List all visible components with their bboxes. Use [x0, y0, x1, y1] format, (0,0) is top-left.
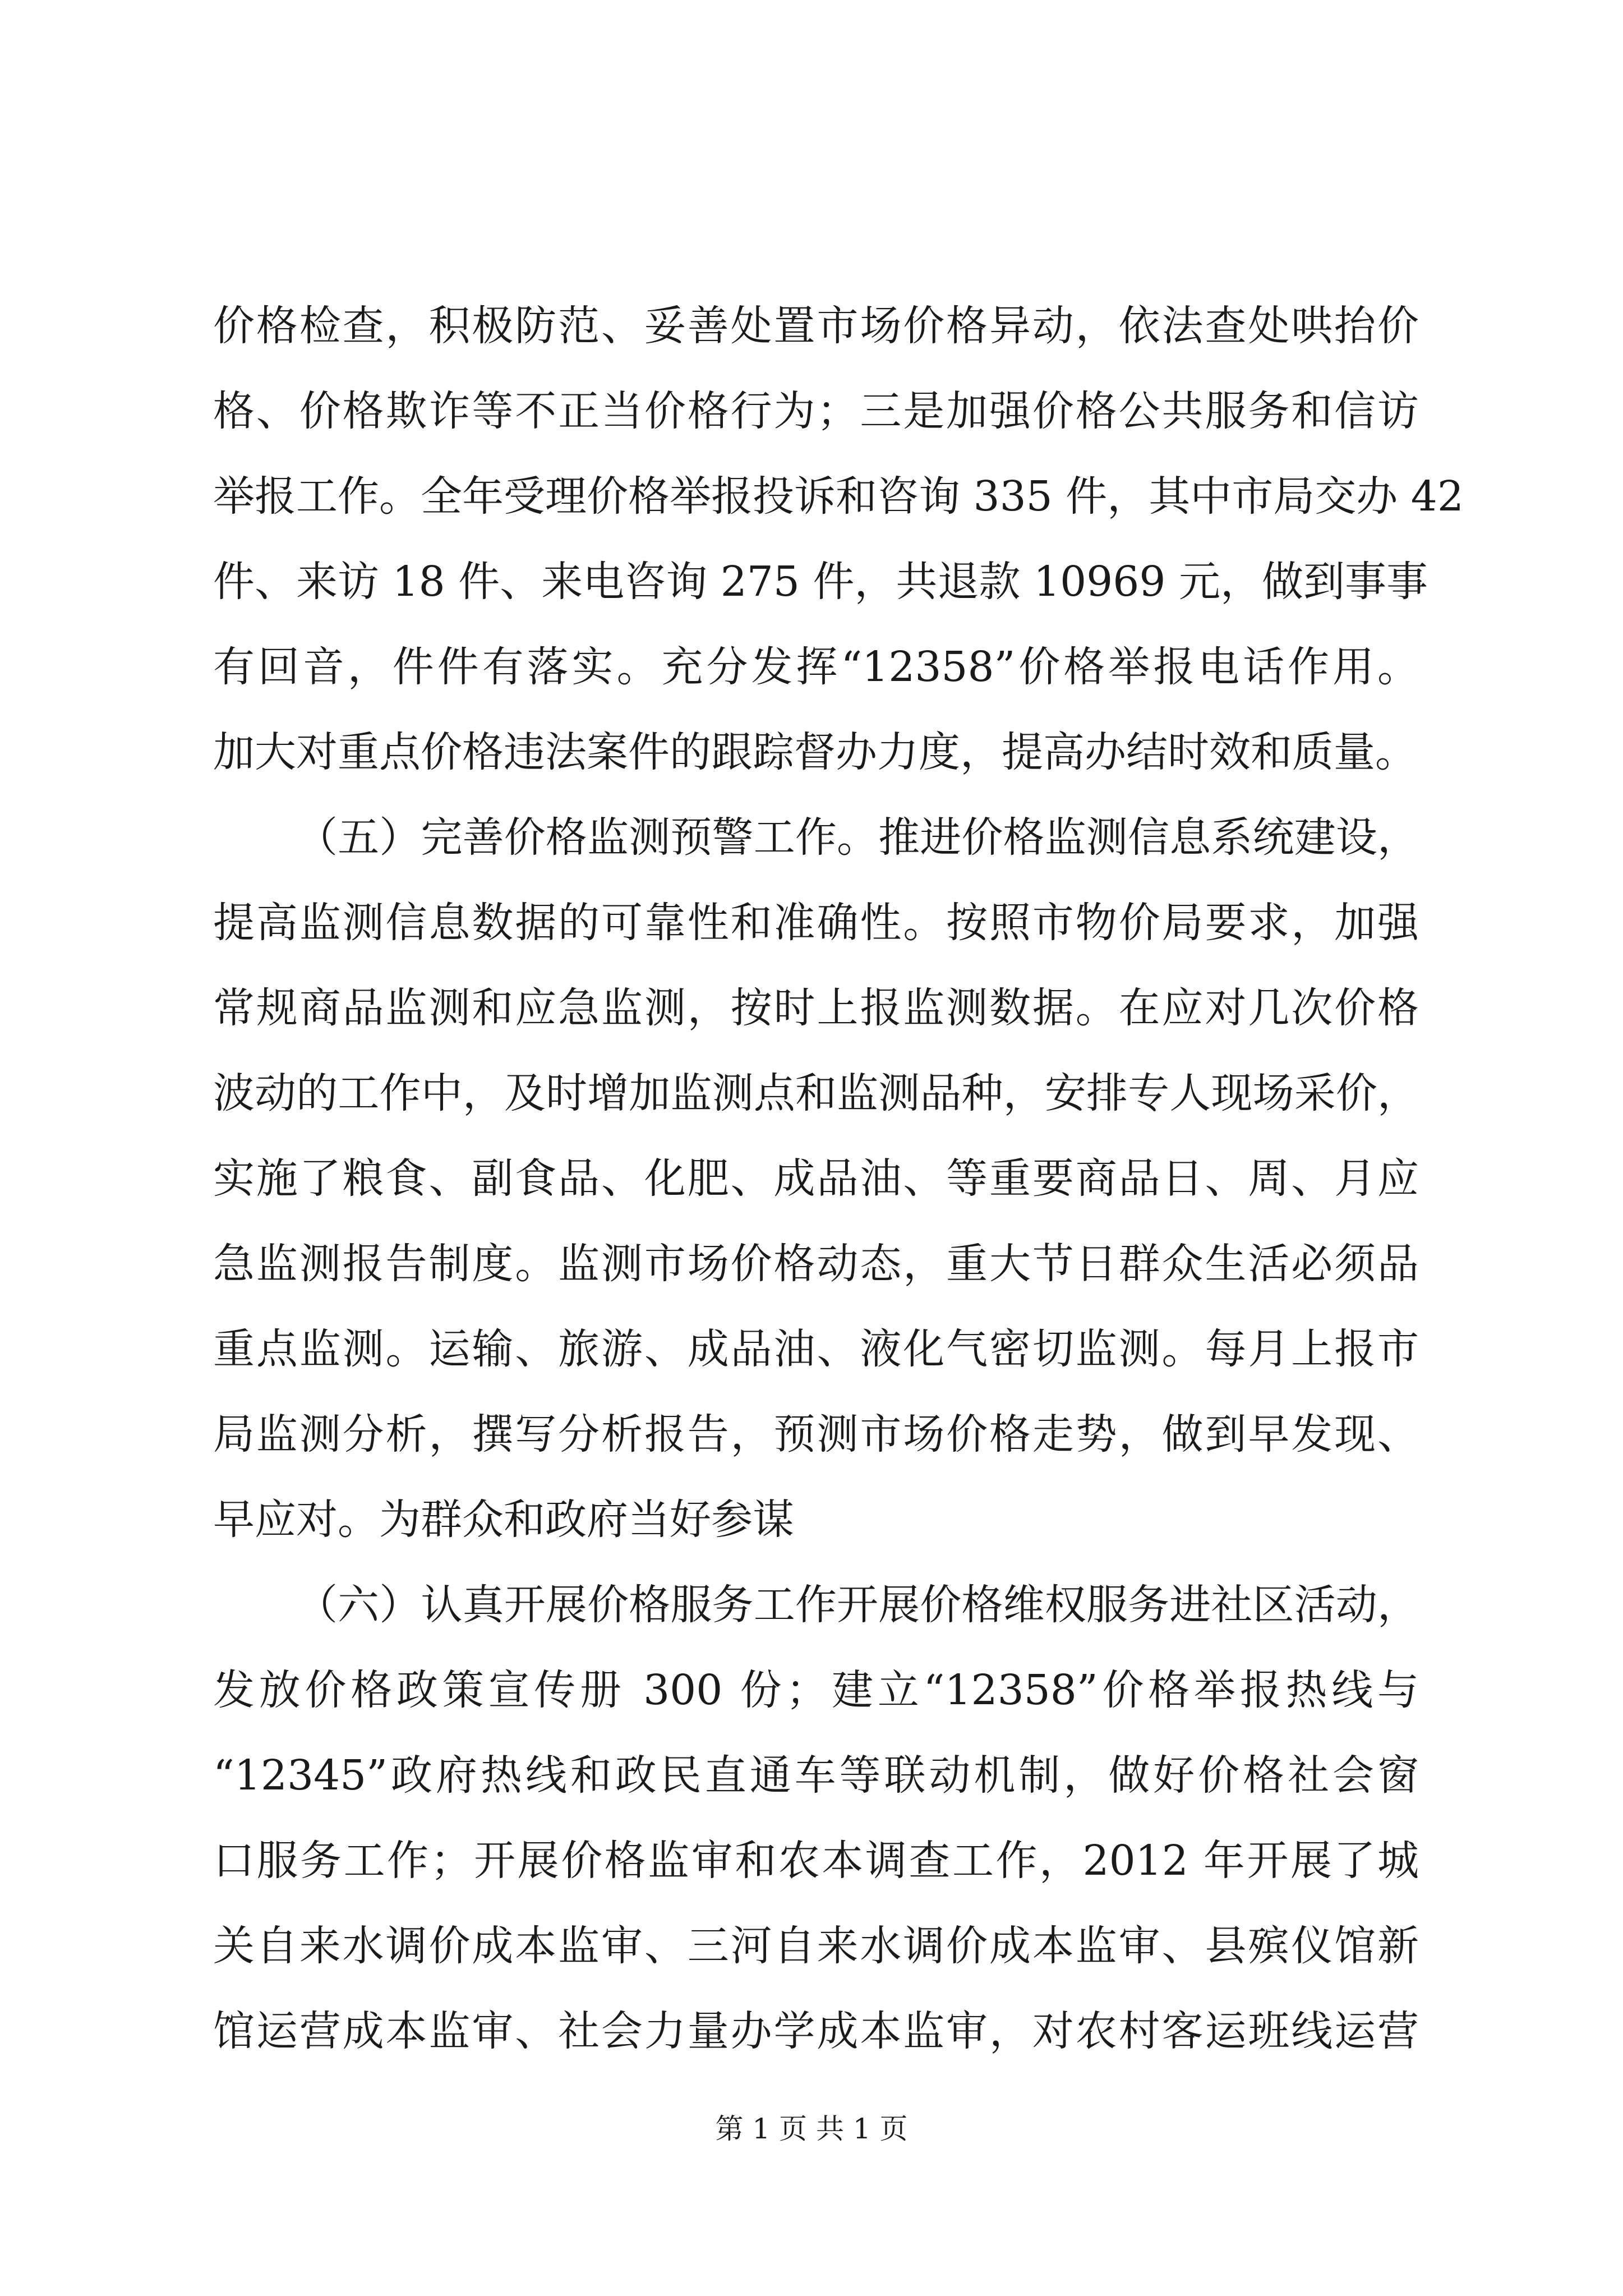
paragraph-line: 价格检查，积极防范、妥善处置市场价格异动，依法查处哄抬价 [213, 302, 1419, 350]
paragraph-line: 波动的工作中，及时增加监测点和监测品种，安排专人现场采价， [213, 1069, 1419, 1117]
page-footer [0, 2109, 1623, 2148]
paragraph-line: 实施了粮食、副食品、化肥、成品油、等重要商品日、周、月应 [213, 1154, 1419, 1203]
paragraph-line: 件、来访 18 件、来电咨询 275 件，共退款 10969 元，做到事事 [213, 558, 1428, 606]
document-body [213, 283, 1464, 2074]
paragraph-line: 急监测报告制度。监测市场价格动态，重大节日群众生活必须品 [213, 1240, 1419, 1288]
paragraph-line: 早应对。为群众和政府当好参谋 [213, 1496, 794, 1544]
section-heading-line: （五）完善价格监测预警工作。推进价格监测信息系统建设， [296, 813, 1419, 862]
paragraph-line: 提高监测信息数据的可靠性和准确性。按照市物价局要求，加强 [213, 899, 1419, 947]
paragraph-line: 关自来水调价成本监审、三河自来水调价成本监审、县殡仪馆新 [213, 1922, 1419, 1970]
paragraph-line: 常规商品监测和应急监测，按时上报监测数据。在应对几次价格 [213, 984, 1419, 1032]
paragraph-line: 发放价格政策宣传册 300 份；建立“12358”价格举报热线与 [213, 1666, 1419, 1714]
paragraph-line: “12345”政府热线和政民直通车等联动机制，做好价格社会窗 [213, 1751, 1419, 1800]
paragraph-line: 重点监测。运输、旅游、成品油、液化气密切监测。每月上报市 [213, 1325, 1419, 1373]
paragraph-line: 局监测分析，撰写分析报告，预测市场价格走势，做到早发现、 [213, 1410, 1419, 1458]
paragraph-line: 有回音，件件有落实。充分发挥“12358”价格举报电话作用。 [213, 643, 1419, 691]
paragraph-line: 加大对重点价格违法案件的跟踪督办力度，提高办结时效和质量。 [213, 728, 1417, 776]
section-heading-line: （六）认真开展价格服务工作开展价格维权服务进社区活动， [296, 1581, 1419, 1629]
paragraph-line: 格、价格欺诈等不正当价格行为；三是加强价格公共服务和信访 [213, 387, 1419, 435]
paragraph-line: 口服务工作；开展价格监审和农本调查工作，2012 年开展了城 [213, 1837, 1419, 1885]
paragraph-line: 举报工作。全年受理价格举报投诉和咨询 335 件，其中市局交办 42 [213, 472, 1464, 521]
paragraph-line: 馆运营成本监审、社会力量办学成本监审，对农村客运班线运营 [213, 2007, 1419, 2055]
page-number: 第 1 页 共 1 页 [715, 2113, 908, 2145]
